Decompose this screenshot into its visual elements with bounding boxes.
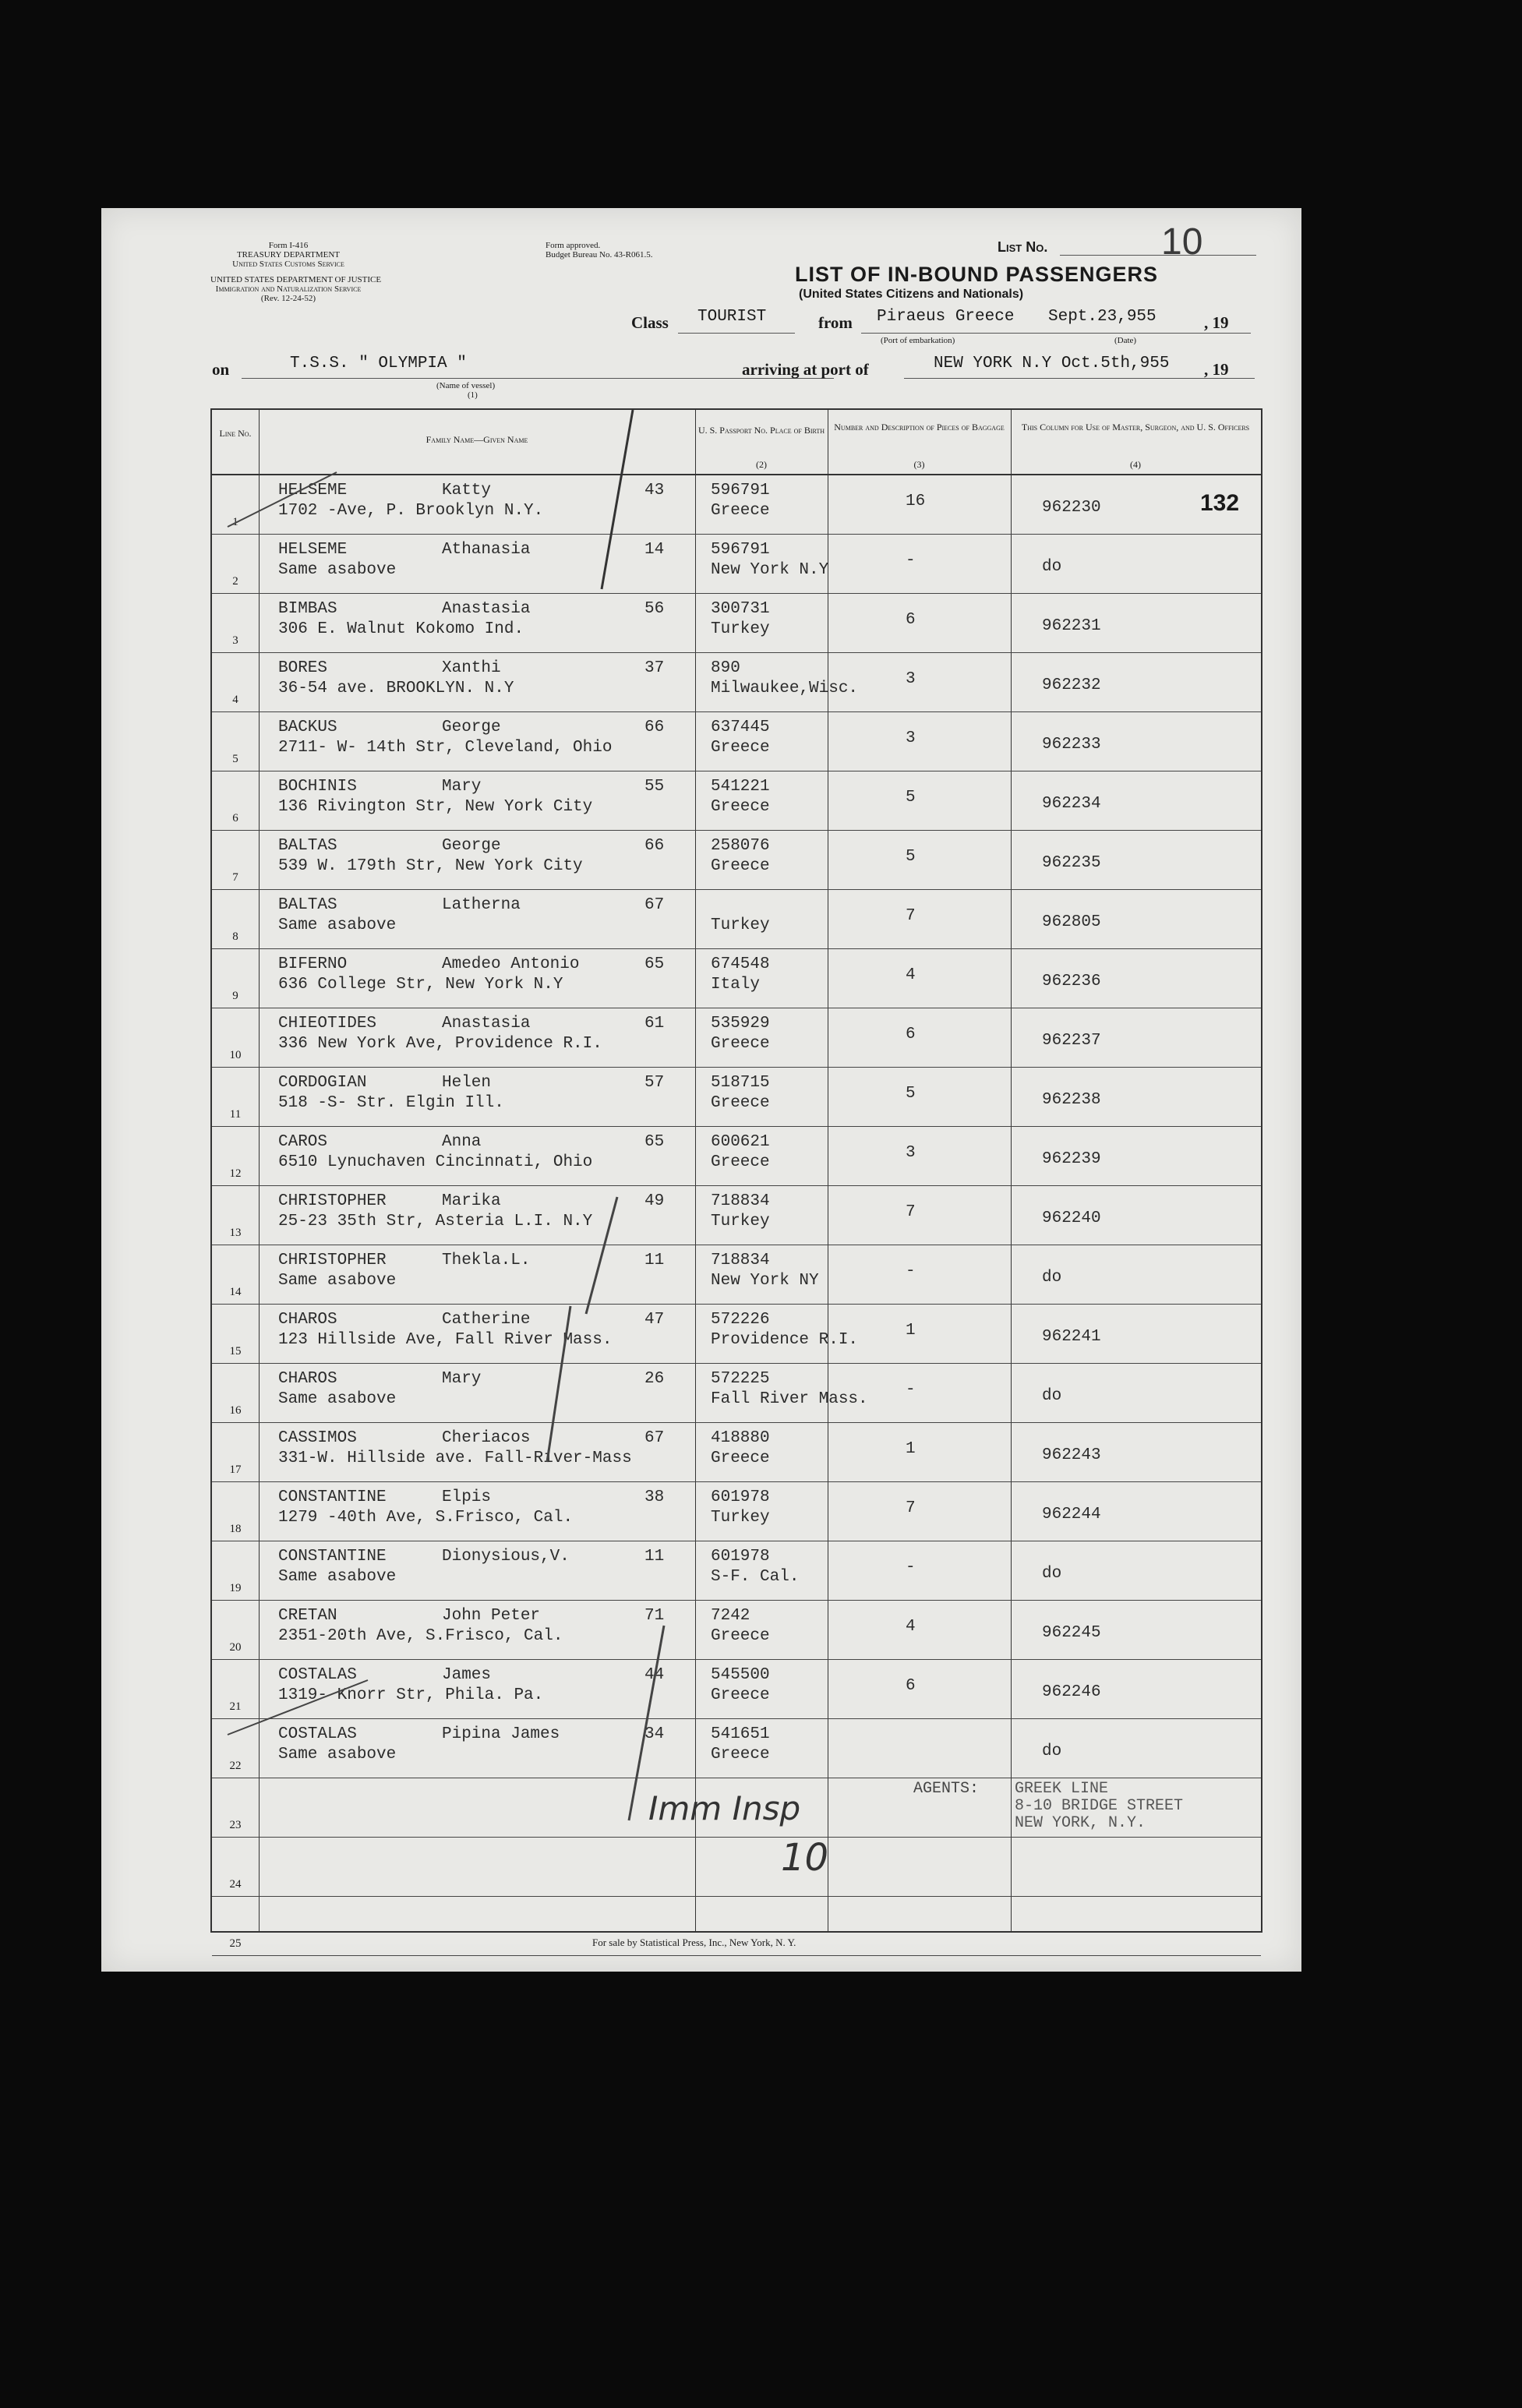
given-name: Anastasia bbox=[442, 600, 531, 618]
passport-number: 601978 bbox=[711, 1548, 770, 1566]
baggage-count: - bbox=[906, 1262, 916, 1280]
family-name: CONSTANTINE bbox=[278, 1548, 387, 1566]
place-of-birth: Greece bbox=[711, 1449, 770, 1467]
age: 37 bbox=[644, 659, 665, 677]
baggage-count: 7 bbox=[906, 907, 916, 925]
line-number: 8 bbox=[232, 930, 238, 943]
passport-number: 418880 bbox=[711, 1429, 770, 1447]
passport-number: 572225 bbox=[711, 1370, 770, 1388]
line-number: 20 bbox=[229, 1641, 242, 1654]
place-of-birth: Greece bbox=[711, 502, 770, 520]
baggage-count: 1 bbox=[906, 1322, 916, 1340]
baggage-count: 5 bbox=[906, 1085, 916, 1103]
page-number: 132 bbox=[1200, 490, 1240, 516]
place-of-birth: New York N.Y bbox=[711, 561, 829, 579]
form-approved: Form approved. bbox=[546, 241, 601, 250]
agents-line-3: NEW YORK, N.Y. bbox=[1015, 1814, 1146, 1832]
col-line-no: Line No. bbox=[219, 428, 252, 439]
officer-number: 962805 bbox=[1042, 913, 1101, 931]
age: 61 bbox=[644, 1015, 665, 1033]
place-of-birth: Turkey bbox=[711, 916, 770, 934]
line-number: 15 bbox=[229, 1345, 242, 1358]
col-baggage-index: (3) bbox=[913, 459, 925, 470]
on-label: on bbox=[212, 360, 230, 379]
address: Same asabove bbox=[278, 561, 397, 579]
family-name: BORES bbox=[278, 659, 328, 677]
age: 49 bbox=[644, 1192, 665, 1210]
address: 136 Rivington Str, New York City bbox=[278, 798, 593, 816]
page-subtitle: (United States Citizens and Nationals) bbox=[799, 288, 1024, 301]
col-officers: This Column for Use of Master, Surgeon, and U. S. Officers bbox=[1021, 422, 1250, 433]
pencil-marks bbox=[212, 410, 1261, 1931]
address: Same asabove bbox=[278, 1390, 397, 1408]
line-number: 3 bbox=[232, 634, 238, 647]
date-caption: (Date) bbox=[1114, 336, 1137, 345]
given-name: George bbox=[442, 837, 501, 855]
passport-number: 637445 bbox=[711, 719, 770, 736]
officer-number: 962244 bbox=[1042, 1506, 1101, 1524]
address: 1279 -40th Ave, S.Frisco, Cal. bbox=[278, 1509, 574, 1527]
inspector-number: 10 bbox=[781, 1836, 829, 1880]
officer-number: 962230 bbox=[1042, 499, 1101, 517]
line-number: 23 bbox=[229, 1819, 242, 1831]
year-suffix-2: , 19 bbox=[1204, 360, 1229, 379]
vessel-caption: (Name of vessel) bbox=[436, 381, 496, 390]
place-of-birth: Greece bbox=[711, 1153, 770, 1171]
age: 66 bbox=[644, 837, 665, 855]
line-number: 7 bbox=[232, 871, 238, 884]
address: 539 W. 179th Str, New York City bbox=[278, 857, 583, 875]
baggage-count: - bbox=[906, 1559, 916, 1576]
from-value: Piraeus Greece bbox=[877, 308, 1015, 326]
family-name: BALTAS bbox=[278, 837, 337, 855]
address: 2351-20th Ave, S.Frisco, Cal. bbox=[278, 1627, 563, 1645]
address: Same asabove bbox=[278, 1568, 397, 1586]
baggage-count: - bbox=[906, 1381, 916, 1399]
baggage-count: 3 bbox=[906, 1144, 916, 1162]
budget-bureau: Budget Bureau No. 43-R061.5. bbox=[546, 250, 653, 260]
place-of-birth: Greece bbox=[711, 1746, 770, 1764]
baggage-count: 4 bbox=[906, 1618, 916, 1636]
date-value: Sept.23,955 bbox=[1048, 308, 1157, 326]
place-of-birth: Providence R.I. bbox=[711, 1331, 859, 1349]
address: 1319- Knorr Str, Phila. Pa. bbox=[278, 1686, 544, 1704]
place-of-birth: Greece bbox=[711, 739, 770, 757]
passport-number: 258076 bbox=[711, 837, 770, 855]
line-number: 12 bbox=[229, 1167, 242, 1180]
line-number: 10 bbox=[229, 1049, 242, 1061]
address: 518 -S- Str. Elgin Ill. bbox=[278, 1094, 504, 1112]
given-name: Xanthi bbox=[442, 659, 501, 677]
place-of-birth: New York NY bbox=[711, 1272, 819, 1290]
given-name: Thekla.L. bbox=[442, 1252, 531, 1269]
col-passport-index: (2) bbox=[756, 459, 767, 470]
address: 306 E. Walnut Kokomo Ind. bbox=[278, 620, 524, 638]
place-of-birth: Greece bbox=[711, 1094, 770, 1112]
family-name: BACKUS bbox=[278, 719, 337, 736]
line-number: 25 bbox=[229, 1937, 242, 1950]
officer-number: 962231 bbox=[1042, 617, 1101, 635]
customs-service: United States Customs Service bbox=[232, 260, 344, 269]
family-name: BIMBAS bbox=[278, 600, 337, 618]
line-number: 5 bbox=[232, 753, 238, 765]
age: 67 bbox=[644, 1429, 665, 1447]
passport-number: 545500 bbox=[711, 1666, 770, 1684]
passport-number: 518715 bbox=[711, 1074, 770, 1092]
line-number: 4 bbox=[232, 694, 238, 706]
address: 636 College Str, New York N.Y bbox=[278, 976, 563, 994]
place-of-birth: Turkey bbox=[711, 1213, 770, 1230]
place-of-birth: Greece bbox=[711, 1686, 770, 1704]
passport-number: 572226 bbox=[711, 1311, 770, 1329]
family-name: CHAROS bbox=[278, 1370, 337, 1388]
passport-number: 674548 bbox=[711, 955, 770, 973]
age: 47 bbox=[644, 1311, 665, 1329]
year-suffix: , 19 bbox=[1204, 313, 1229, 332]
given-name: Elpis bbox=[442, 1488, 492, 1506]
place-of-birth: Italy bbox=[711, 976, 761, 994]
given-name: Marika bbox=[442, 1192, 501, 1210]
class-value: TOURIST bbox=[697, 308, 767, 326]
passport-number: 300731 bbox=[711, 600, 770, 618]
from-label: from bbox=[818, 313, 853, 332]
family-name: BOCHINIS bbox=[278, 778, 357, 796]
agents-label: AGENTS: bbox=[913, 1780, 980, 1798]
baggage-count: 5 bbox=[906, 789, 916, 807]
address: 1702 -Ave, P. Brooklyn N.Y. bbox=[278, 502, 544, 520]
address: 336 New York Ave, Providence R.I. bbox=[278, 1035, 602, 1053]
given-name: Catherine bbox=[442, 1311, 531, 1329]
place-of-birth: Turkey bbox=[711, 1509, 770, 1527]
baggage-count: 4 bbox=[906, 966, 916, 984]
family-name: CHAROS bbox=[278, 1311, 337, 1329]
age: 11 bbox=[644, 1548, 665, 1566]
given-name: Pipina James bbox=[442, 1725, 560, 1743]
given-name: Cheriacos bbox=[442, 1429, 531, 1447]
passport-number: 596791 bbox=[711, 482, 770, 500]
line-number: 9 bbox=[232, 990, 238, 1002]
arriving-label: arriving at port of bbox=[742, 360, 869, 379]
officer-number: 962237 bbox=[1042, 1032, 1101, 1050]
baggage-count: 16 bbox=[906, 493, 926, 510]
address: Same asabove bbox=[278, 916, 397, 934]
address: 331-W. Hillside ave. Fall-River-Mass bbox=[278, 1449, 632, 1467]
age: 56 bbox=[644, 600, 665, 618]
officer-number: 962238 bbox=[1042, 1091, 1101, 1109]
baggage-count: 7 bbox=[906, 1203, 916, 1221]
passport-number: 535929 bbox=[711, 1015, 770, 1033]
place-of-birth: Greece bbox=[711, 798, 770, 816]
baggage-count: 1 bbox=[906, 1440, 916, 1458]
officer-number: 962245 bbox=[1042, 1624, 1101, 1642]
given-name: Helen bbox=[442, 1074, 492, 1092]
address: Same asabove bbox=[278, 1746, 397, 1764]
family-name: BALTAS bbox=[278, 896, 337, 914]
family-name: CAROS bbox=[278, 1133, 328, 1151]
officer-number: do bbox=[1042, 1387, 1062, 1405]
list-no-value: 10 bbox=[1161, 221, 1203, 263]
given-name: Amedeo Antonio bbox=[442, 955, 580, 973]
age: 65 bbox=[644, 955, 665, 973]
given-name: Mary bbox=[442, 778, 482, 796]
form-number: Form I-416 bbox=[268, 241, 309, 250]
family-name: CASSIMOS bbox=[278, 1429, 357, 1447]
agents-line-1: GREEK LINE bbox=[1015, 1780, 1109, 1798]
age: 14 bbox=[644, 541, 665, 559]
address: Same asabove bbox=[278, 1272, 397, 1290]
address: 36-54 ave. BROOKLYN. N.Y bbox=[278, 680, 514, 697]
line-number: 21 bbox=[229, 1700, 242, 1713]
family-name: CHRISTOPHER bbox=[278, 1192, 387, 1210]
age: 11 bbox=[644, 1252, 665, 1269]
ins-service: Immigration and Naturalization Service bbox=[215, 284, 362, 294]
justice-dept: UNITED STATES DEPARTMENT OF JUSTICE bbox=[210, 275, 382, 284]
passport-number: 718834 bbox=[711, 1192, 770, 1210]
age: 67 bbox=[644, 896, 665, 914]
family-name: COSTALAS bbox=[278, 1666, 357, 1684]
given-name: James bbox=[442, 1666, 492, 1684]
baggage-count: 3 bbox=[906, 729, 916, 747]
passport-number: 541651 bbox=[711, 1725, 770, 1743]
given-name: Katty bbox=[442, 482, 492, 500]
list-no-label: List No. bbox=[998, 239, 1048, 255]
line-number: 24 bbox=[229, 1878, 242, 1891]
family-name: HELSEME bbox=[278, 482, 348, 500]
place-of-birth: Greece bbox=[711, 1035, 770, 1053]
officer-number: 962233 bbox=[1042, 736, 1101, 754]
given-name: Anastasia bbox=[442, 1015, 531, 1033]
family-name: BIFERNO bbox=[278, 955, 348, 973]
address: 6510 Lynuchaven Cincinnati, Ohio bbox=[278, 1153, 593, 1171]
given-name: Anna bbox=[442, 1133, 482, 1151]
agents-line-2: 8-10 BRIDGE STREET bbox=[1015, 1797, 1184, 1815]
officer-number: 962243 bbox=[1042, 1446, 1101, 1464]
page-title: LIST OF IN-BOUND PASSENGERS bbox=[795, 263, 1159, 286]
passport-number: 600621 bbox=[711, 1133, 770, 1151]
vessel-value: T.S.S. " OLYMPIA " bbox=[290, 355, 467, 372]
passport-number: 7242 bbox=[711, 1607, 750, 1625]
col-passport: U. S. Passport No. Place of Birth bbox=[697, 425, 825, 436]
officer-number: 962246 bbox=[1042, 1683, 1101, 1701]
treasury-dept: TREASURY DEPARTMENT bbox=[236, 250, 341, 260]
baggage-count: 5 bbox=[906, 848, 916, 866]
baggage-count: 6 bbox=[906, 611, 916, 629]
line-number: 2 bbox=[232, 575, 238, 588]
age: 44 bbox=[644, 1666, 665, 1684]
passport-number: 601978 bbox=[711, 1488, 770, 1506]
line-number: 22 bbox=[229, 1760, 242, 1772]
line-number: 11 bbox=[229, 1108, 242, 1121]
class-label: Class bbox=[631, 313, 669, 332]
officer-number: 962232 bbox=[1042, 676, 1101, 694]
given-name: Mary bbox=[442, 1370, 482, 1388]
place-of-birth: Fall River Mass. bbox=[711, 1390, 868, 1408]
age: 66 bbox=[644, 719, 665, 736]
revision: (Rev. 12-24-52) bbox=[260, 294, 316, 303]
address: 2711- W- 14th Str, Cleveland, Ohio bbox=[278, 739, 613, 757]
family-name: CORDOGIAN bbox=[278, 1074, 367, 1092]
officer-number: 962236 bbox=[1042, 973, 1101, 990]
col-name: Family Name—Given Name bbox=[426, 434, 528, 445]
passport-number: 718834 bbox=[711, 1252, 770, 1269]
port-embark-caption: (Port of embarkation) bbox=[881, 336, 955, 345]
line-number: 1 bbox=[232, 516, 238, 528]
officer-number: 962240 bbox=[1042, 1209, 1101, 1227]
line-number: 6 bbox=[232, 812, 238, 824]
given-name: George bbox=[442, 719, 501, 736]
age: 55 bbox=[644, 778, 665, 796]
line-number: 14 bbox=[229, 1286, 242, 1298]
age: 38 bbox=[644, 1488, 665, 1506]
arrival-value: NEW YORK N.Y Oct.5th,955 bbox=[934, 355, 1170, 372]
age: 71 bbox=[644, 1607, 665, 1625]
family-name: COSTALAS bbox=[278, 1725, 357, 1743]
given-name: John Peter bbox=[442, 1607, 541, 1625]
officer-number: 962235 bbox=[1042, 854, 1101, 872]
col-officers-index: (4) bbox=[1130, 459, 1141, 470]
officer-number: 962241 bbox=[1042, 1328, 1101, 1346]
officer-number: do bbox=[1042, 1269, 1062, 1287]
place-of-birth: Greece bbox=[711, 857, 770, 875]
passenger-list-page bbox=[101, 208, 1301, 1972]
place-of-birth: Turkey bbox=[711, 620, 770, 638]
inspector-signature: Imm Insp bbox=[648, 1789, 801, 1827]
family-name: HELSEME bbox=[278, 541, 348, 559]
family-name: CHIEOTIDES bbox=[278, 1015, 377, 1033]
place-of-birth: Greece bbox=[711, 1627, 770, 1645]
line-number: 17 bbox=[229, 1464, 242, 1476]
footer-note: For sale by Statistical Press, Inc., New York, N. Y. bbox=[592, 1937, 796, 1948]
officer-number: do bbox=[1042, 1565, 1062, 1583]
place-of-birth: Milwaukee,Wisc. bbox=[711, 680, 859, 697]
line-number: 18 bbox=[229, 1523, 242, 1535]
family-name: CRETAN bbox=[278, 1607, 337, 1625]
col-baggage: Number and Description of Pieces of Baggage bbox=[834, 422, 1005, 433]
age: 34 bbox=[644, 1725, 665, 1743]
passport-number: 890 bbox=[711, 659, 740, 677]
family-name: CONSTANTINE bbox=[278, 1488, 387, 1506]
baggage-count: 7 bbox=[906, 1499, 916, 1517]
baggage-count: 6 bbox=[906, 1026, 916, 1043]
baggage-count: 3 bbox=[906, 670, 916, 688]
vessel-index: (1) bbox=[468, 390, 478, 400]
line-number: 16 bbox=[229, 1404, 242, 1417]
family-name: CHRISTOPHER bbox=[278, 1252, 387, 1269]
line-number: 13 bbox=[229, 1227, 242, 1239]
line-number: 19 bbox=[229, 1582, 242, 1594]
address: 25-23 35th Str, Asteria L.I. N.Y bbox=[278, 1213, 593, 1230]
officer-number: 962239 bbox=[1042, 1150, 1101, 1168]
age: 26 bbox=[644, 1370, 665, 1388]
given-name: Latherna bbox=[442, 896, 521, 914]
passport-number: 596791 bbox=[711, 541, 770, 559]
place-of-birth: S-F. Cal. bbox=[711, 1568, 800, 1586]
address: 123 Hillside Ave, Fall River Mass. bbox=[278, 1331, 613, 1349]
age: 65 bbox=[644, 1133, 665, 1151]
officer-number: do bbox=[1042, 1742, 1062, 1760]
given-name: Athanasia bbox=[442, 541, 531, 559]
age: 43 bbox=[644, 482, 665, 500]
age: 57 bbox=[644, 1074, 665, 1092]
officer-number: 962234 bbox=[1042, 795, 1101, 813]
baggage-count: 6 bbox=[906, 1677, 916, 1695]
officer-number: do bbox=[1042, 558, 1062, 576]
baggage-count: - bbox=[906, 552, 916, 570]
passport-number: 541221 bbox=[711, 778, 770, 796]
given-name: Dionysious,V. bbox=[442, 1548, 570, 1566]
